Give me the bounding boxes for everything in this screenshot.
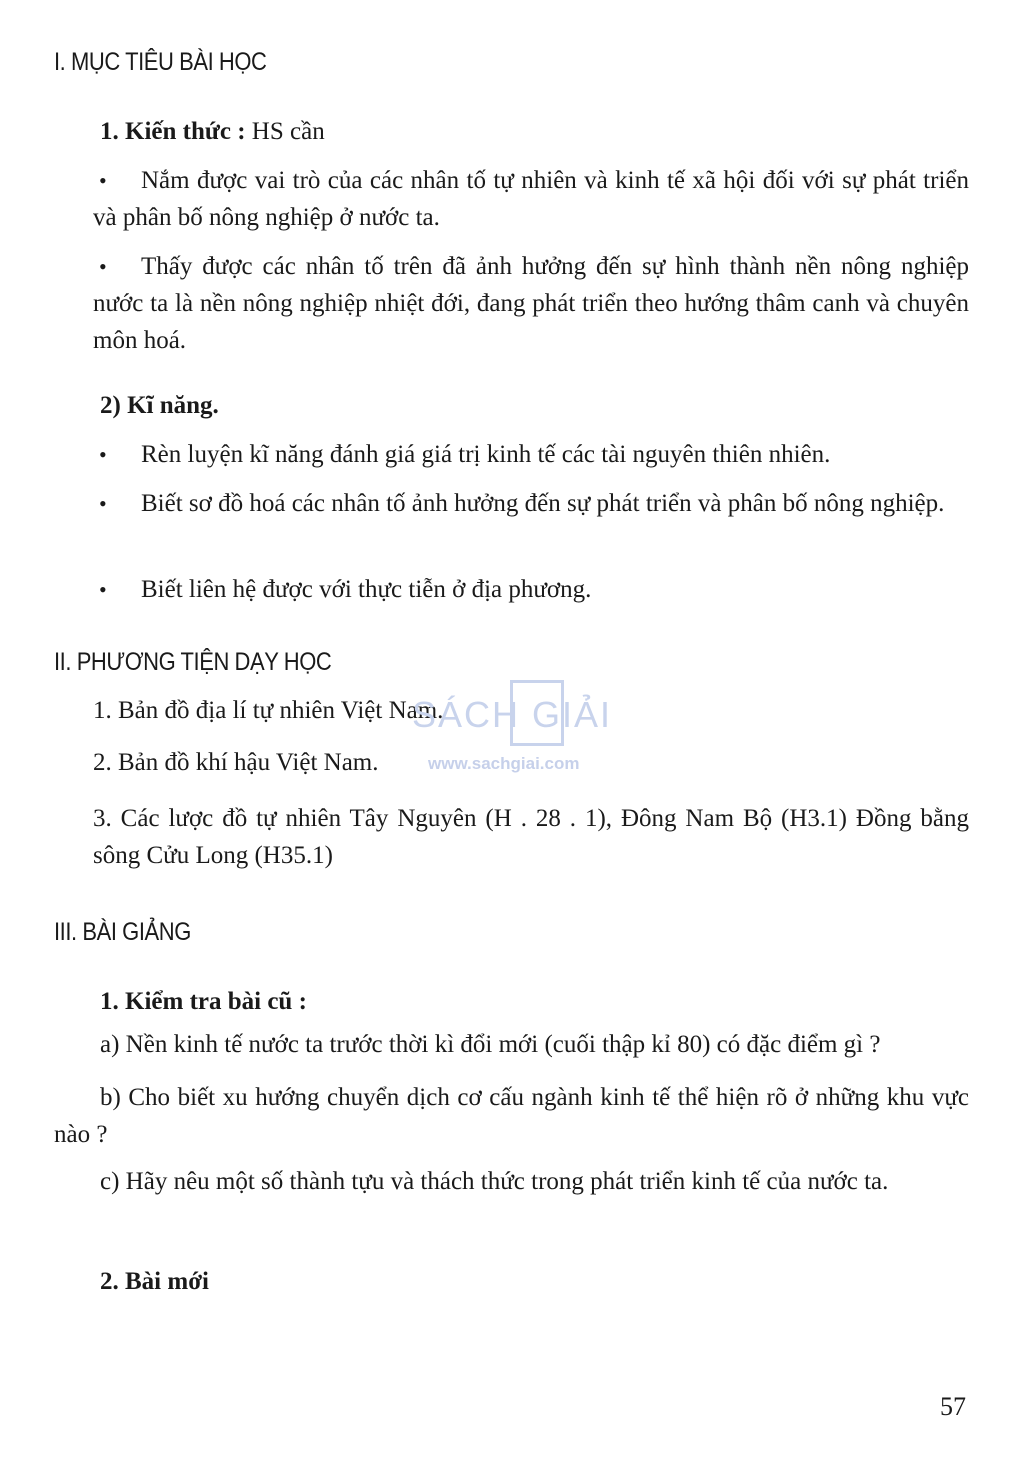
- bullet-icon: •: [99, 442, 107, 467]
- bullet-item-knowledge-1: [93, 162, 969, 236]
- section-heading-lesson: III. BÀI GIẢNG: [54, 918, 191, 946]
- bullet-text: Biết liên hệ được với thực tiễn ở địa phương.: [141, 576, 592, 603]
- bullet-item-skills-3: [93, 571, 969, 608]
- bullet-icon: •: [99, 254, 107, 279]
- bullet-item-skills-2: [93, 485, 969, 522]
- subheading-new-lesson: 2. Bài mới: [100, 1268, 209, 1295]
- watermark-title: SÁCH GIẢI: [412, 694, 613, 735]
- teaching-aid-item-1: 1. Bản đồ địa lí tự nhiên Việt Nam.: [93, 697, 444, 724]
- bullet-icon: •: [99, 577, 107, 602]
- bullet-icon: •: [99, 491, 107, 516]
- watermark-url: www.sachgiai.com: [428, 754, 580, 773]
- subheading-knowledge-label: 1. Kiến thức :: [100, 118, 246, 145]
- review-question-a: a) Nền kinh tế nước ta trước thời kì đổi mới (cuối thập kỉ 80) có đặc điểm gì ?: [100, 1031, 881, 1058]
- subheading-knowledge: [100, 118, 325, 146]
- bullet-text: Nắm được vai trò của các nhân tố tự nhiên và kinh tế xã hội đối với sự phát triển và phân bố nông nghiệp ở nước ta.: [93, 167, 969, 231]
- review-question-b: b) Cho biết xu hướng chuyển dịch cơ cấu ngành kinh tế thể hiện rõ ở những khu vực nào ?: [54, 1084, 969, 1148]
- bullet-text: Thấy được các nhân tố trên đã ảnh hưởng đến sự hình thành nền nông nghiệp nước ta là nền nông nghiệp nhiệt đới, đang phát triển theo hướng thâm canh và chuyên môn hoá.: [93, 253, 969, 354]
- review-question-c: c) Hãy nêu một số thành tựu và thách thức trong phát triển kinh tế của nước ta.: [100, 1168, 889, 1195]
- teaching-aid-item-2: 2. Bản đồ khí hậu Việt Nam.: [93, 749, 379, 776]
- subheading-review: 1. Kiểm tra bài cũ :: [100, 988, 307, 1015]
- teaching-aid-item-3: 3. Các lược đồ tự nhiên Tây Nguyên (H . 28 . 1), Đông Nam Bộ (H3.1) Đồng bằng sông Cửu Long (H35.1): [93, 805, 969, 869]
- bullet-item-knowledge-2: [93, 248, 969, 359]
- bullet-icon: •: [99, 168, 107, 193]
- bullet-text: Rèn luyện kĩ năng đánh giá giá trị kinh tế các tài nguyên thiên nhiên.: [141, 441, 831, 468]
- subheading-skills: 2) Kĩ năng.: [100, 392, 219, 419]
- section-heading-objectives: I. MỤC TIÊU BÀI HỌC: [54, 48, 267, 76]
- section-heading-teaching-aids: II. PHƯƠNG TIỆN DẠY HỌC: [54, 648, 332, 676]
- bullet-item-skills-1: [93, 436, 969, 473]
- watermark-logo: [408, 680, 618, 780]
- page-number: 57: [940, 1392, 966, 1421]
- subheading-knowledge-rest: HS cần: [245, 118, 325, 145]
- bullet-text: Biết sơ đồ hoá các nhân tố ảnh hưởng đến sự phát triển và phân bố nông nghiệp.: [141, 490, 945, 517]
